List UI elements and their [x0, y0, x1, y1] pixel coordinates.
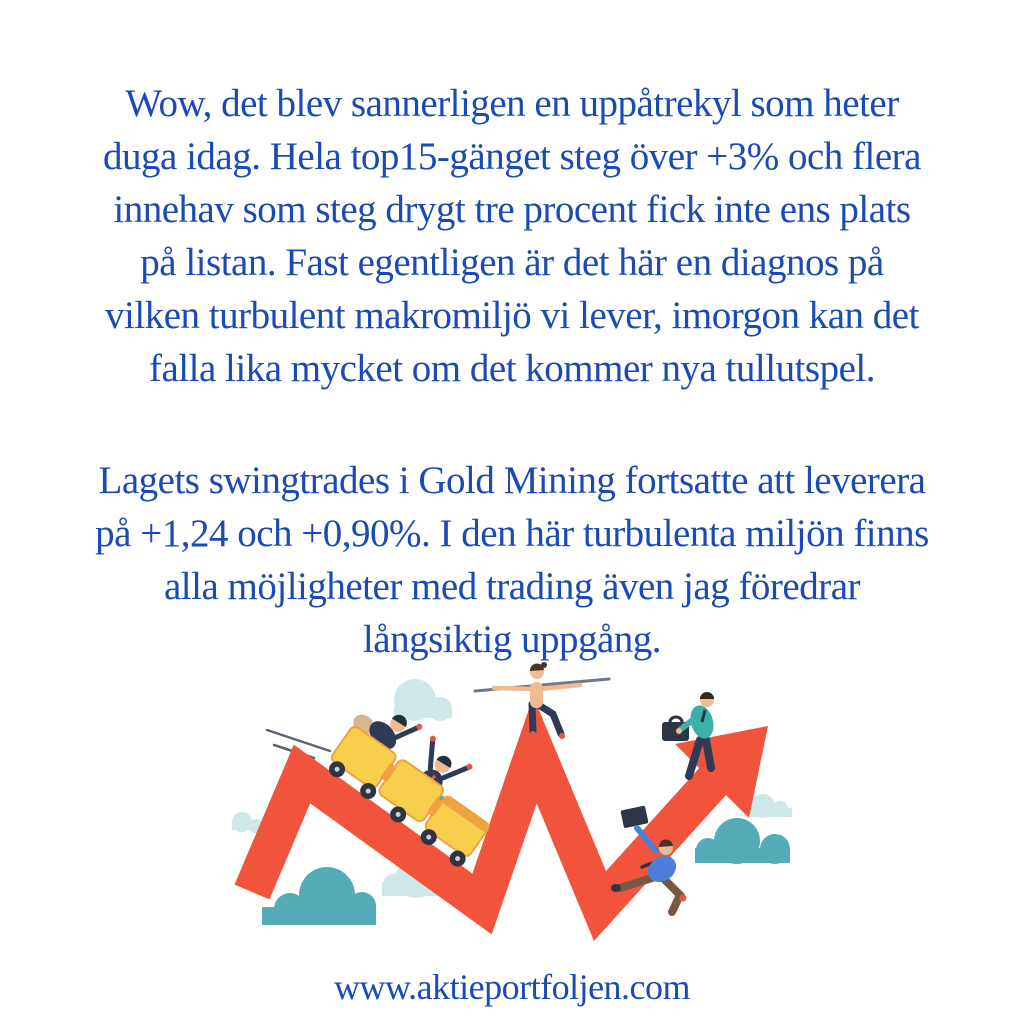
intro-paragraph — [0, 0, 1024, 395]
cloud-right-small-light-icon — [750, 794, 792, 818]
text-line: duga idag. Hela top15-gänget steg över +3% och flera — [103, 135, 921, 178]
text-line: på +1,24 och +0,90%. I den här turbulenta miljön finns — [95, 512, 929, 555]
cloud-top-center-icon — [394, 679, 452, 721]
text-line: alla möjligheter med trading även jag föredrar — [163, 565, 861, 608]
text-line: långsiktig uppgång. — [362, 618, 662, 661]
businessman-on-arrowhead — [662, 692, 717, 776]
text-line: innehav som steg drygt tre procent fick inte ens plats — [113, 188, 911, 231]
stock-arrow-rollercoaster-illustration — [232, 652, 792, 944]
text-line: på listan. Fast egentligen är det här en diagnos på — [140, 241, 884, 284]
trading-paragraph — [0, 454, 1024, 666]
text-line: Wow, det blev sannerligen en uppåtrekyl som heter — [125, 82, 899, 125]
text-line: Lagets swingtrades i Gold Mining fortsatte att leverera — [98, 459, 926, 502]
text-line: falla lika mycket om det kommer nya tullutspel. — [149, 347, 875, 390]
website-url: www.aktieportfoljen.com — [333, 967, 691, 1007]
briefcase-icon — [620, 805, 648, 828]
cloud-right-dark-icon — [695, 818, 790, 864]
text-line: vilken turbulent makromiljö vi lever, imorgon kan det — [105, 294, 919, 337]
